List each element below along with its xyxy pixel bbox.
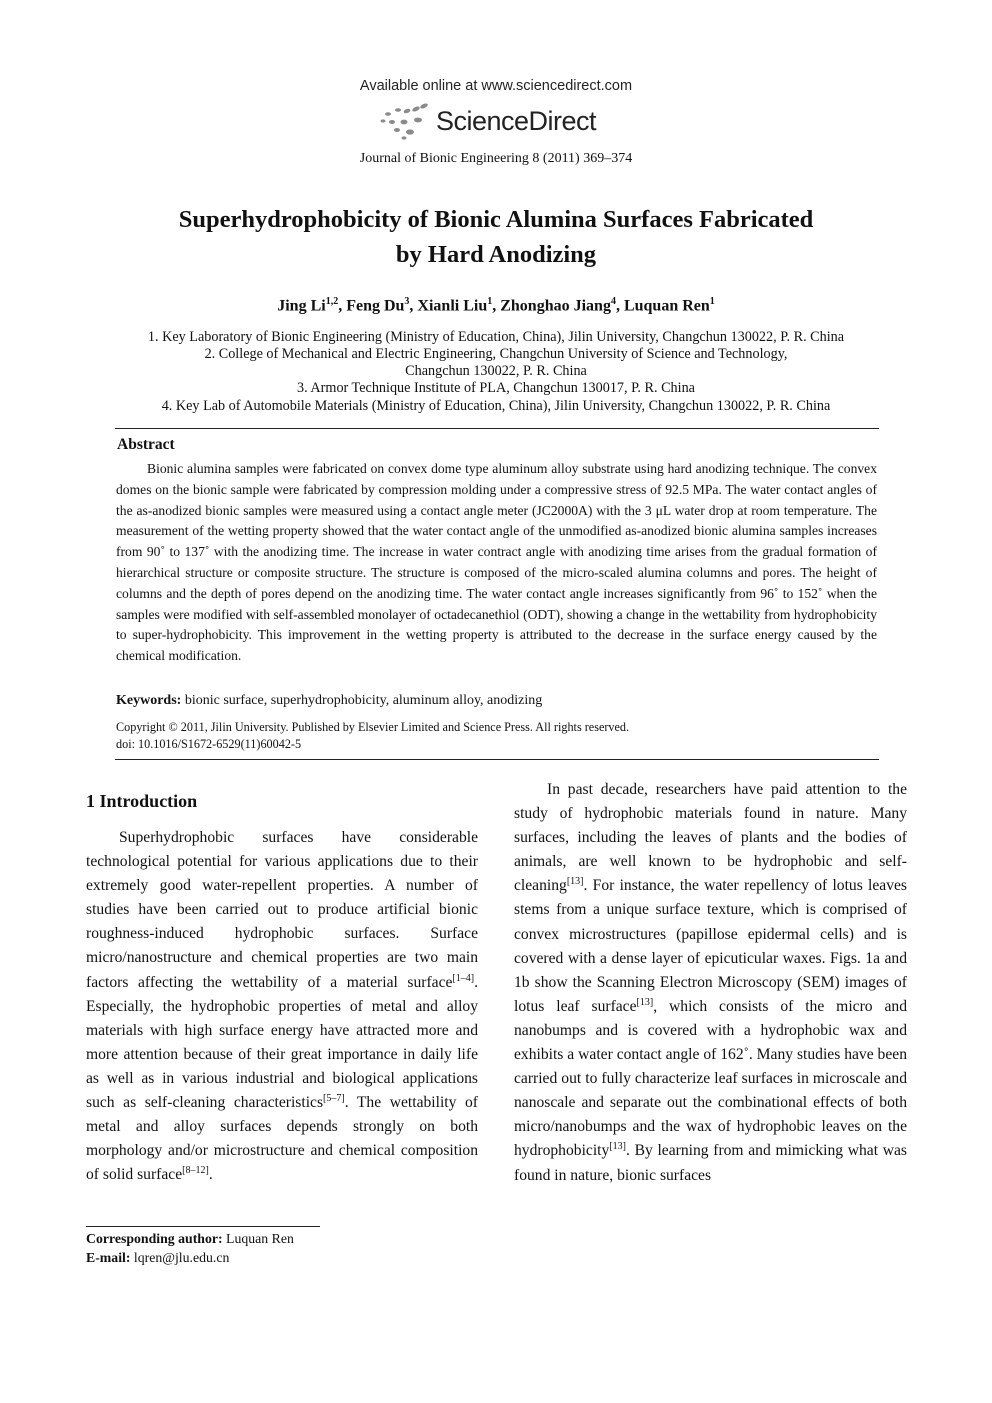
citation-ref[interactable]: [13]: [636, 996, 654, 1008]
sciencedirect-logo-text: ScienceDirect: [436, 106, 597, 136]
email-address[interactable]: lqren@jlu.edu.cn: [133, 1250, 230, 1265]
affiliation-1: 1. Key Laboratory of Bionic Engineering (Ministry of Education, China), Jilin University, Changchun 130022, P. R. China: [147, 329, 845, 345]
intro-left-column: [86, 826, 478, 1187]
abstract-body: Bionic alumina samples were fabricated on convex dome type aluminum alloy substrate using hard anodizing technique. The convex domes on the bionic sample were fabricated by compression molding under a compressive stress of 92.5 MPa. The water contact angles of the as-anodized bionic samples were measured using a contact angle meter (JC2000A) with the 3 μL water drop at room temperature. The measurement of the wetting property showed that the water contact angle of the unmodified as-anodized bionic alumina samples increases from 90˚ to 137˚ with the anodizing time. The increase in water contract angle with anodizing time arises from the gradual formation of hierarchical structure or composite structure. The structure is composed of the micro-scaled alumina columns and pores. The height of columns and the depth of pores depend on the anodizing time. The water contact angle increases significantly from 96˚ to 152˚ when the samples were modified with self-assembled monolayer of octadecanethiol (ODT), showing a change in the wettability from hydrophobicity to super-hydrophobicity. This improvement in the wetting property is attributed to the decrease in the surface energy caused by the chemical modification.: [116, 461, 877, 664]
sciencedirect-dots-icon: [378, 100, 434, 140]
author-name: Jing Li: [277, 297, 326, 315]
author-affiliation-mark: 4: [610, 296, 616, 307]
author-affiliation-mark: 1: [709, 296, 715, 307]
citation-ref[interactable]: [13]: [609, 1141, 626, 1153]
author-list: Jing Li$^{1,2}$, Feng Du$^3$, Xianli Liu$^1$, Zhonghao Jiang$^4$, Luquan Ren$^1$: [277, 296, 715, 315]
article-title: [100, 202, 892, 272]
citation-ref[interactable]: [5–7]: [323, 1092, 345, 1104]
keywords-line: [116, 693, 542, 709]
doi-text[interactable]: doi: 10.1016/S1672-6529(11)60042-5: [116, 737, 302, 751]
author-name: Zhonghao Jiang: [500, 297, 611, 315]
author-affiliation-mark: 3: [404, 296, 410, 307]
author-affiliation-mark: 1,2: [325, 296, 339, 307]
title-line-1: Superhydrophobicity of Bionic Alumina Surfaces Fabricated: [178, 206, 814, 233]
abstract-bottom-rule: [115, 759, 879, 760]
intro-paragraph-1: Superhydrophobic surfaces have considerable technological potential for various applications due to their extremely good water-repellent properties. A number of studies have been carried out to produce artificial bionic roughness-induced hydrophobic surfaces. Surface micro/nanostructure and chemical properties are two main factors affecting the wettability of a material surface[1–4]. Especially, the hydrophobic properties of metal and alloy materials with high surface energy have attracted more and more attention because of their great importance in daily life as well as in various industrial and biological applications such as self-cleaning characteristics[5–7]. The wettability of metal and alloy surfaces depends strongly on both morphology and/or microstructure and chemical composition of solid surface[8–12].: [86, 829, 478, 1184]
abstract-top-rule: [115, 428, 879, 429]
citation-ref[interactable]: [1–4]: [452, 972, 475, 984]
affiliation-2: 2. College of Mechanical and Electric Engineering, Changchun University of Science and Technology,: [204, 346, 788, 362]
intro-right-column: [514, 778, 907, 1188]
footnote-rule: [86, 1226, 320, 1227]
sciencedirect-logo[interactable]: [378, 100, 618, 142]
corresponding-author-name: Luquan Ren: [226, 1231, 294, 1246]
corresponding-footnote: [86, 1229, 294, 1267]
citation-ref[interactable]: [13]: [566, 876, 584, 888]
section-heading-introduction: 1 Introduction: [86, 791, 198, 811]
copyright-block: [116, 719, 629, 753]
email-label: E-mail:: [86, 1250, 131, 1265]
author-affiliation-mark: 1: [487, 296, 493, 307]
keywords-label: Keywords:: [116, 693, 182, 708]
citation-ref[interactable]: [8–12]: [182, 1165, 209, 1177]
intro-paragraph-2: In past decade, researchers have paid attention to the study of hydrophobic materials found in nature. Many surfaces, including the leaves of plants and the bodies of animals, are well known to be hydrophobic and self-cleaning[13]. For instance, the water repellency of lotus leaves stems from a unique surface texture, which is comprised of convex microstructures (papillose epidermal cells) and is covered with a dense layer of epicuticular waxes. Figs. 1a and 1b show the Scanning Electron Microscopy (SEM) images of lotus leaf surface[13], which consists of the micro and nanobumps and is covered with a hydrophobic wax and exhibits a water contact angle of 162˚. Many studies have been carried out to fully characterize leaf surfaces in microscale and nanoscale and separate out the combinational effects of both micro/nanobumps and the wax of hydrophobic leaves on the hydrophobicity[13]. By learning from and mimicking what was found in nature, bionic surfaces: [514, 781, 907, 1184]
affiliation-4: 4. Key Lab of Automobile Materials (Ministry of Education, China), Jilin University, Changchun 130022, P. R. China: [161, 398, 831, 414]
affiliation-2-cont: Changchun 130022, P. R. China: [405, 363, 587, 379]
available-online-text: Available online at www.sciencedirect.com: [359, 78, 633, 94]
title-line-2: by Hard Anodizing: [395, 241, 597, 268]
author-name: Xianli Liu: [417, 297, 488, 315]
keywords-list: bionic surface, superhydrophobicity, aluminum alloy, anodizing: [184, 693, 543, 708]
journal-reference: Journal of Bionic Engineering 8 (2011) 369–374: [359, 151, 633, 166]
author-name: Feng Du: [346, 297, 405, 315]
corresponding-author-label: Corresponding author:: [86, 1231, 223, 1246]
copyright-text: Copyright © 2011, Jilin University. Published by Elsevier Limited and Science Press. All rights reserved.: [116, 720, 630, 734]
author-name: Luquan Ren: [623, 297, 710, 315]
abstract-heading: Abstract: [117, 436, 175, 453]
affiliation-3: 3. Armor Technique Institute of PLA, Changchun 130017, P. R. China: [297, 380, 695, 396]
